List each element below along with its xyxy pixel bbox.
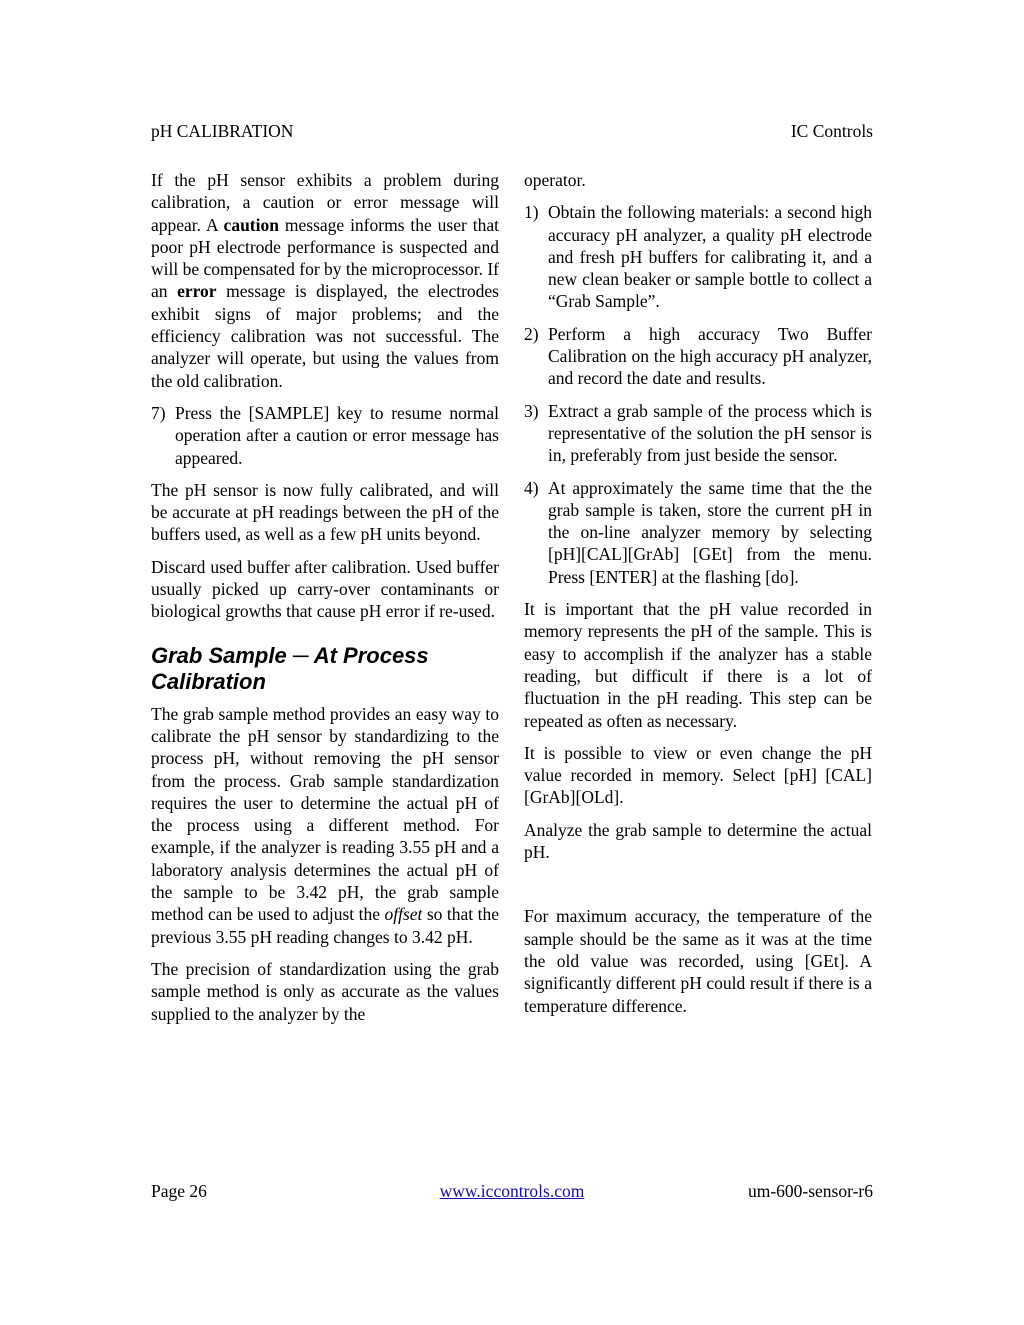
step-1: [524, 201, 872, 312]
website-link[interactable]: www.iccontrols.com: [439, 1181, 585, 1201]
temperature-paragraph: For maximum accuracy, the temperature of the sample should be the same as it was at the time the old value was recorded, using [GEt]. A significantly different pH could result if there is a temperature difference.: [524, 906, 872, 1016]
offset-term: offset: [384, 904, 423, 925]
step-4: [524, 477, 872, 588]
continued-text: operator.: [524, 170, 586, 190]
right-column: [524, 169, 872, 1027]
grab-sample-paragraph: The grab sample method provides an easy way to calibrate the pH sensor by standardizing to the process pH, without removing the pH sensor from the process. Grab sample standardization requires the user to determine the actual pH of the process using a different method. For example, if the analyzer is reading 3.55 pH and a laboratory analysis determines the actual pH of the sample to be 3.42 pH, the grab sample method can be used to adjust the offset so that the previous 3.55 pH reading changes to 3.42 pH.: [151, 703, 499, 947]
step-text: Extract a grab sample of the process which is representative of the solution the pH sensor is in, preferably from just beside the sensor.: [548, 400, 872, 466]
precision-paragraph: The precision of standardization using the grab sample method is only as accurate as the values supplied to the analyzer by the: [151, 958, 499, 1024]
step-text: Perform a high accuracy Two Buffer Calibration on the high accuracy pH analyzer, and record the date and results.: [548, 323, 872, 389]
step-3: [524, 400, 872, 467]
view-change-paragraph: It is possible to view or even change the pH value recorded in memory. Select [pH] [CAL][GrAb][OLd].: [524, 742, 872, 808]
step-text: Obtain the following materials: a second high accuracy pH analyzer, a quality pH electrode and fresh pH buffers for calibrating it, and a new clean beaker or sample bottle to collect a “Grab Sample”.: [548, 202, 872, 312]
spacer: [524, 873, 872, 905]
left-column: [151, 169, 499, 1035]
section-heading: Grab Sample ─ At Process Calibration: [151, 642, 429, 694]
analyze-paragraph: Analyze the grab sample to determine the actual pH.: [524, 819, 872, 863]
step-number: 7): [151, 402, 166, 423]
caution-error-paragraph: If the pH sensor exhibits a problem during calibration, a caution or error message will appear. A caution message informs the user that poor pH electrode performance is suspected and will be compensated for by the microprocessor. If an error message is displayed, the electrodes exhibit signs of major problems; and the efficiency calibration was not successful. The analyzer will operate, but using the values from the old calibration.: [151, 170, 499, 391]
running-header-company: IC Controls: [790, 121, 873, 141]
step-text: At approximately the same time that the the grab sample is taken, store the current pH in the on-line analyzer memory by selecting [pH][CAL][GrAb] [GEt] from the menu. Press [ENTER] at the flashing [do].: [548, 477, 872, 587]
running-header-title: pH CALIBRATION: [151, 121, 294, 141]
step-number: 1): [524, 202, 539, 223]
step-text: Press the [SAMPLE] key to resume normal operation after a caution or error message has appeared.: [175, 402, 499, 468]
document-id: um-600-sensor-r6: [747, 1181, 873, 1201]
step-7: [151, 402, 499, 469]
step-number: 2): [524, 323, 539, 344]
step-number: 3): [524, 400, 539, 421]
step-2: [524, 323, 872, 390]
step-number: 4): [524, 477, 539, 498]
calibrated-paragraph: The pH sensor is now fully calibrated, and will be accurate at pH readings between the pH of the buffers used, as well as a few pH units beyond.: [151, 479, 499, 545]
page-number: Page 26: [151, 1181, 207, 1201]
error-term: error: [177, 281, 217, 302]
discard-buffer-paragraph: Discard used buffer after calibration. Used buffer usually picked up carry-over contaminants or biological growths that cause pH error if re-used.: [151, 556, 499, 622]
memory-paragraph: It is important that the pH value recorded in memory represents the pH of the sample. This is easy to accomplish if the analyzer has a stable reading, but difficult if there is a lot of fluctuation in the pH reading. This step can be repeated as often as necessary.: [524, 599, 872, 731]
caution-term: caution: [223, 214, 279, 235]
